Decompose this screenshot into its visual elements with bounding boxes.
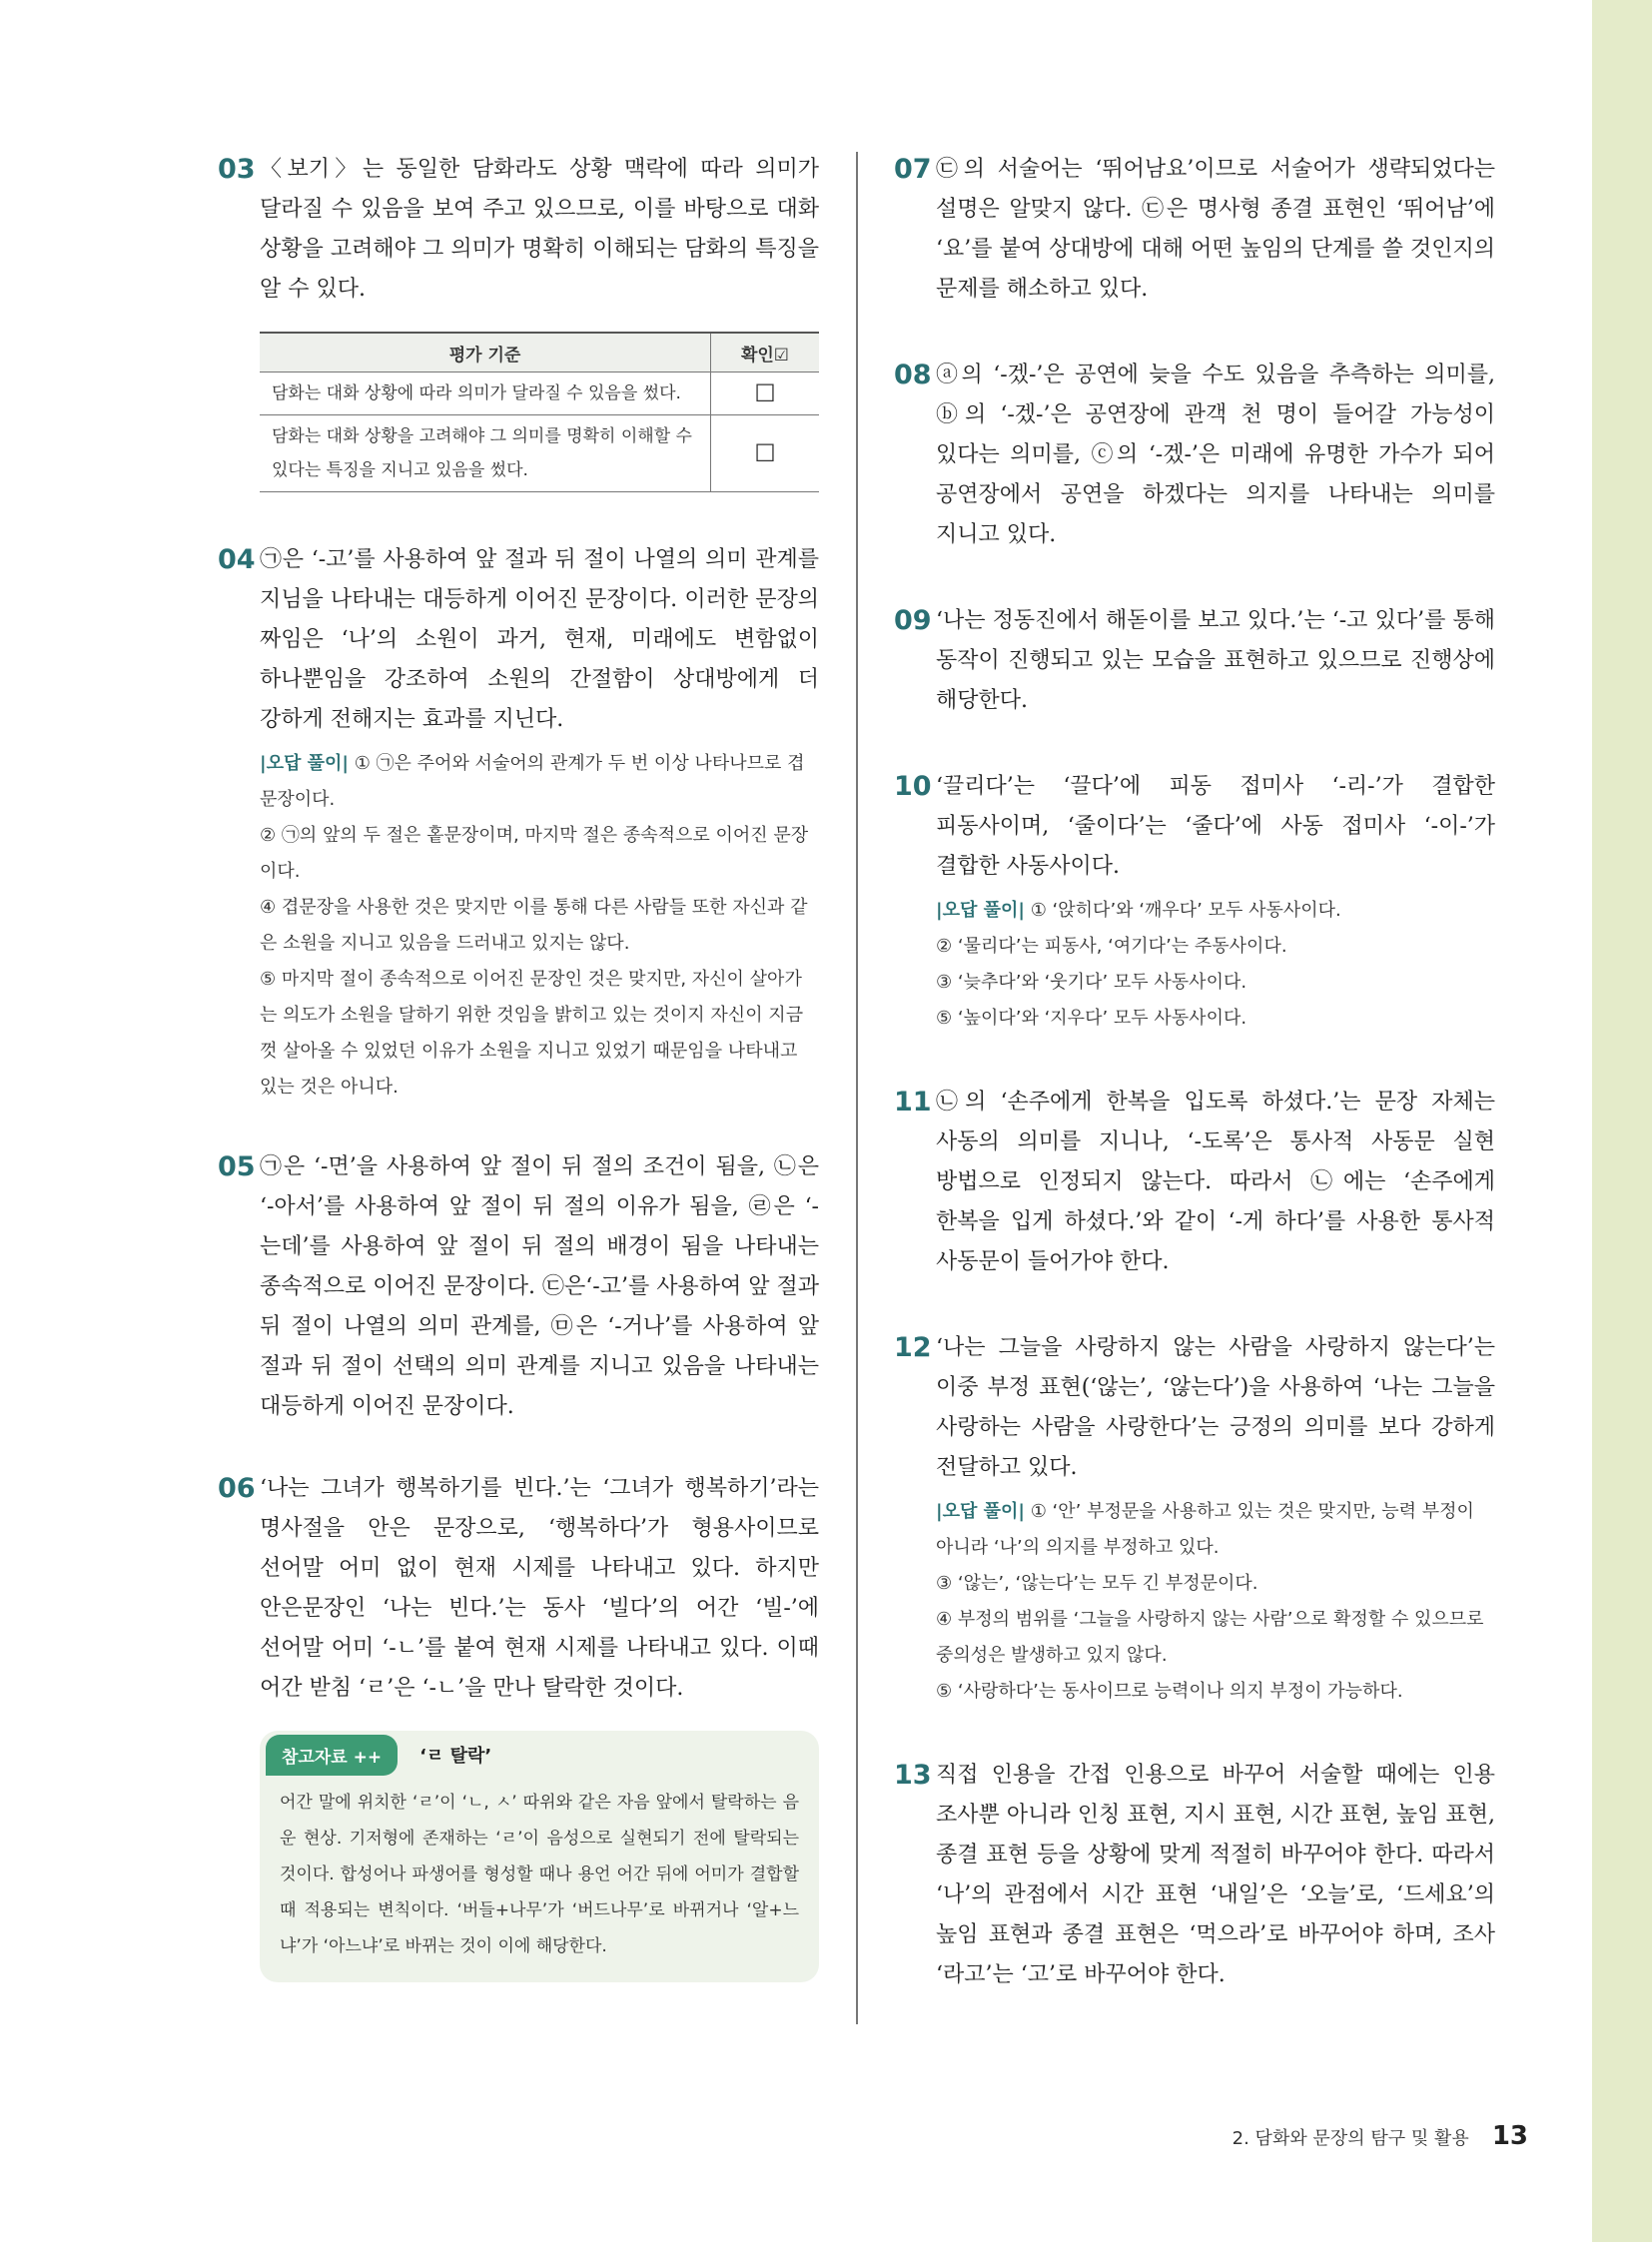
answer-07 <box>894 150 1495 310</box>
answer-10 <box>894 767 1495 1037</box>
table-cell-criteria: 담화는 대화 상황에 따라 의미가 달라질 수 있음을 썼다. <box>260 373 711 415</box>
answer-08 <box>894 356 1495 555</box>
note-item: ⑤ ‘높이다’와 ‘지우다’ 모두 사동사이다. <box>936 1008 1247 1029</box>
table-cell-criteria: 담화는 대화 상황을 고려해야 그 의미를 명확히 이해할 수 있다는 특징을 지니고 있음을 썼다. <box>260 415 711 492</box>
question-number: 11 <box>894 1087 932 1118</box>
wrong-answer-notes <box>936 893 1495 1037</box>
answer-text: ㉢의 서술어는 ‘뛰어남요’이므로 서술어가 생략되었다는 설명은 알맞지 않다. ㉢은 명사형 종결 표현인 ‘뛰어남’에 ‘요’를 붙여 상대방에 대해 어떤 높임의 단계를 쓸 것인지의 문제를 해소하고 있다. <box>936 157 1495 302</box>
checkbox[interactable]: ☐ <box>711 373 820 415</box>
note-item: ④ 부정의 범위를 ‘그늘을 사랑하지 않는 사람’으로 확정할 수 있으므로 중의성은 발생하고 있지 않다. <box>936 1609 1484 1666</box>
answer-12 <box>894 1328 1495 1710</box>
right-column <box>894 150 1495 1995</box>
footer-section-title: 2. 담화와 문장의 탐구 및 활용 <box>1232 2128 1469 2149</box>
question-number: 07 <box>894 154 932 185</box>
page-number: 13 <box>1491 2121 1528 2151</box>
answer-text: ㉡의 ‘손주에게 한복을 입도록 하셨다.’는 문장 자체는 사동의 의미를 지니나, ‘-도록’은 통사적 사동문 실현 방법으로 인정되지 않는다. 따라서 ㉡에는 ‘손주에게 한복을 입게 하셨다.’와 같이 ‘-게 하다’를 사용한 통사적 사동문이 들어가야 한다. <box>936 1090 1495 1274</box>
table-header-check: 확인☑ <box>711 333 820 373</box>
answer-text: ㉠은 ‘-면’을 사용하여 앞 절이 뒤 절의 조건이 됨을, ㉡은 ‘-아서’를 사용하여 앞 절이 뒤 절의 이유가 됨을, ㉣은 ‘-는데’를 사용하여 앞 절이 뒤 절의 배경이 됨을 나타내는 종속적으로 이어진 문장이다. ㉢은‘-고’를 사용하여 앞 절과 뒤 절이 나열의 의미 관계를, ㉤은 ‘-거나’를 사용하여 앞 절과 뒤 절이 선택의 의미 관계를 지니고 있음을 나타내는 대등하게 이어진 문장이다. <box>260 1154 819 1419</box>
note-item: ⑤ 마지막 절이 종속적으로 이어진 문장인 것은 맞지만, 자신이 살아가는 의도가 소원을 달하기 위한 것임을 밝히고 있는 것이지 자신이 지금껏 살아올 수 있었던 이유가 소원을 지니고 있었기 때문임을 나타내고 있는 것은 아니다. <box>260 969 804 1098</box>
question-number: 13 <box>894 1760 932 1791</box>
page-footer <box>1199 2121 1528 2151</box>
table-row <box>260 373 819 415</box>
answer-text: ‘나는 그녀가 행복하기를 빈다.’는 ‘그녀가 행복하기’라는 명사절을 안은 문장으로, ‘행복하다’가 형용사이므로 선어말 어미 없이 현재 시제를 나타내고 있다. 하지만 안은문장인 ‘나는 빈다.’는 동사 ‘빌다’의 어간 ‘빌-’에 선어말 어미 ‘-ㄴ’를 붙여 현재 시제를 나타내고 있다. 이때 어간 받침 ‘ㄹ’은 ‘-ㄴ’을 만나 탈락한 것이다. <box>260 1476 819 1701</box>
question-number: 05 <box>218 1151 256 1182</box>
answer-text: 〈보기〉는 동일한 담화라도 상황 맥락에 따라 의미가 달라질 수 있음을 보여 주고 있으므로, 이를 바탕으로 대화 상황을 고려해야 그 의미가 명확히 이해되는 담화의 특징을 알 수 있다. <box>260 157 819 302</box>
answer-text: 직접 인용을 간접 인용으로 바꾸어 서술할 때에는 인용 조사뿐 아니라 인칭 표현, 지시 표현, 시간 표현, 높임 표현, 종결 표현 등을 상황에 맞게 적절히 바꾸어야 한다. 따라서 ‘나’의 관점에서 시간 표현 ‘내일’은 ‘오늘’로, ‘드세요’의 높임 표현과 종결 표현은 ‘먹으라’로 바꾸어야 하며, 조사 ‘라고’는 ‘고’로 바꾸어야 한다. <box>936 1763 1495 1987</box>
note-item: ③ ‘않는’, ‘않는다’는 모두 긴 부정문이다. <box>936 1573 1258 1594</box>
reference-header <box>260 1731 819 1779</box>
checkbox[interactable]: ☐ <box>711 415 820 492</box>
question-number: 03 <box>218 154 256 185</box>
question-number: 04 <box>218 544 256 575</box>
question-number: 08 <box>894 360 932 390</box>
note-tag: |오답 풀이| <box>936 900 1025 921</box>
note-item: ② ㉠의 앞의 두 절은 홑문장이며, 마지막 절은 종속적으로 이어진 문장이다. <box>260 825 809 882</box>
reference-title: ‘ㄹ 탈락’ <box>419 1746 492 1767</box>
answer-03 <box>218 150 819 310</box>
question-number: 12 <box>894 1332 932 1363</box>
answer-text: ㉠은 ‘-고’를 사용하여 앞 절과 뒤 절이 나열의 의미 관계를 지님을 나타내는 대등하게 이어진 문장이다. 이러한 문장의 짜임은 ‘나’의 소원이 과거, 현재, 미래에도 변함없이 하나뿐임을 강조하여 소원의 간절함이 상대방에게 더 강하게 전해지는 효과를 지닌다. <box>260 547 819 732</box>
evaluation-table <box>260 332 819 492</box>
answer-09 <box>894 601 1495 721</box>
answer-text: ‘나는 정동진에서 해돋이를 보고 있다.’는 ‘-고 있다’를 통해 동작이 진행되고 있는 모습을 표현하고 있으므로 진행상에 해당한다. <box>936 608 1495 713</box>
reference-text: 어간 말에 위치한 ‘ㄹ’이 ‘ㄴ, ㅅ’ 따위와 같은 자음 앞에서 탈락하는 음운 현상. 기저형에 존재하는 ‘ㄹ’이 음성으로 실현되기 전에 탈락되는 것이다. 합성어나 파생어를 형성할 때나 용언 어간 뒤에 어미가 결합할 때 적용되는 변칙이다. ‘버들+나무’가 ‘버드나무’로 바뀌거나 ‘알+느냐’가 ‘아느냐’로 바뀌는 것이 이에 해당한다. <box>280 1793 799 1956</box>
side-color-band <box>1592 0 1652 2242</box>
question-number: 09 <box>894 605 932 636</box>
note-item: ⑤ ‘사랑하다’는 동사이므로 능력이나 의지 부정이 가능하다. <box>936 1681 1403 1702</box>
answer-06 <box>218 1469 819 1709</box>
answer-text: ‘끌리다’는 ‘끌다’에 피동 접미사 ‘-리-’가 결합한 피동사이며, ‘줄이다’는 ‘줄다’에 사동 접미사 ‘-이-’가 결합한 사동사이다. <box>936 774 1495 879</box>
answer-04 <box>218 540 819 1106</box>
answer-05 <box>218 1147 819 1427</box>
note-tag: |오답 풀이| <box>936 1501 1025 1522</box>
question-number: 10 <box>894 771 932 802</box>
wrong-answer-notes <box>260 746 819 1106</box>
answer-text: ‘나는 그늘을 사랑하지 않는 사람을 사랑하지 않는다’는 이중 부정 표현(‘않는’, ‘않는다’)을 사용하여 ‘나는 그늘을 사랑하는 사람을 사랑한다’는 긍정의 의미를 보다 강하게 전달하고 있다. <box>936 1335 1495 1480</box>
left-column <box>218 150 819 1982</box>
wrong-answer-notes <box>936 1494 1495 1710</box>
reference-tag: 참고자료 ++ <box>266 1735 398 1776</box>
table-row <box>260 415 819 492</box>
answer-text: ⓐ의 ‘-겠-’은 공연에 늦을 수도 있음을 추측하는 의미를, ⓑ의 ‘-겠-’은 공연장에 관객 천 명이 들어갈 가능성이 있다는 의미를, ⓒ의 ‘-겠-’은 미래에 유명한 가수가 되어 공연장에서 공연을 하겠다는 의지를 나타내는 의미를 지니고 있다. <box>936 363 1495 547</box>
reference-box <box>260 1731 819 1982</box>
table-header-criteria: 평가 기준 <box>260 333 711 373</box>
answer-13 <box>894 1756 1495 1995</box>
column-divider <box>856 152 858 2024</box>
note-item: ① ‘안’ 부정문을 사용하고 있는 것은 맞지만, 능력 부정이 아니라 ‘나’의 의지를 부정하고 있다. <box>936 1501 1474 1558</box>
note-item: ④ 겹문장을 사용한 것은 맞지만 이를 통해 다른 사람들 또한 자신과 같은 소원을 지니고 있음을 드러내고 있지는 않다. <box>260 897 808 954</box>
note-item: ③ ‘늦추다’와 ‘웃기다’ 모두 사동사이다. <box>936 972 1247 993</box>
answer-11 <box>894 1083 1495 1282</box>
question-number: 06 <box>218 1473 256 1504</box>
note-item: ① ‘앉히다’와 ‘깨우다’ 모두 사동사이다. <box>1030 900 1341 921</box>
note-item: ② ‘물리다’는 피동사, ‘여기다’는 주동사이다. <box>936 936 1287 957</box>
note-tag: |오답 풀이| <box>260 753 349 774</box>
note-item: ① ㉠은 주어와 서술어의 관계가 두 번 이상 나타나므로 겹문장이다. <box>260 753 805 810</box>
